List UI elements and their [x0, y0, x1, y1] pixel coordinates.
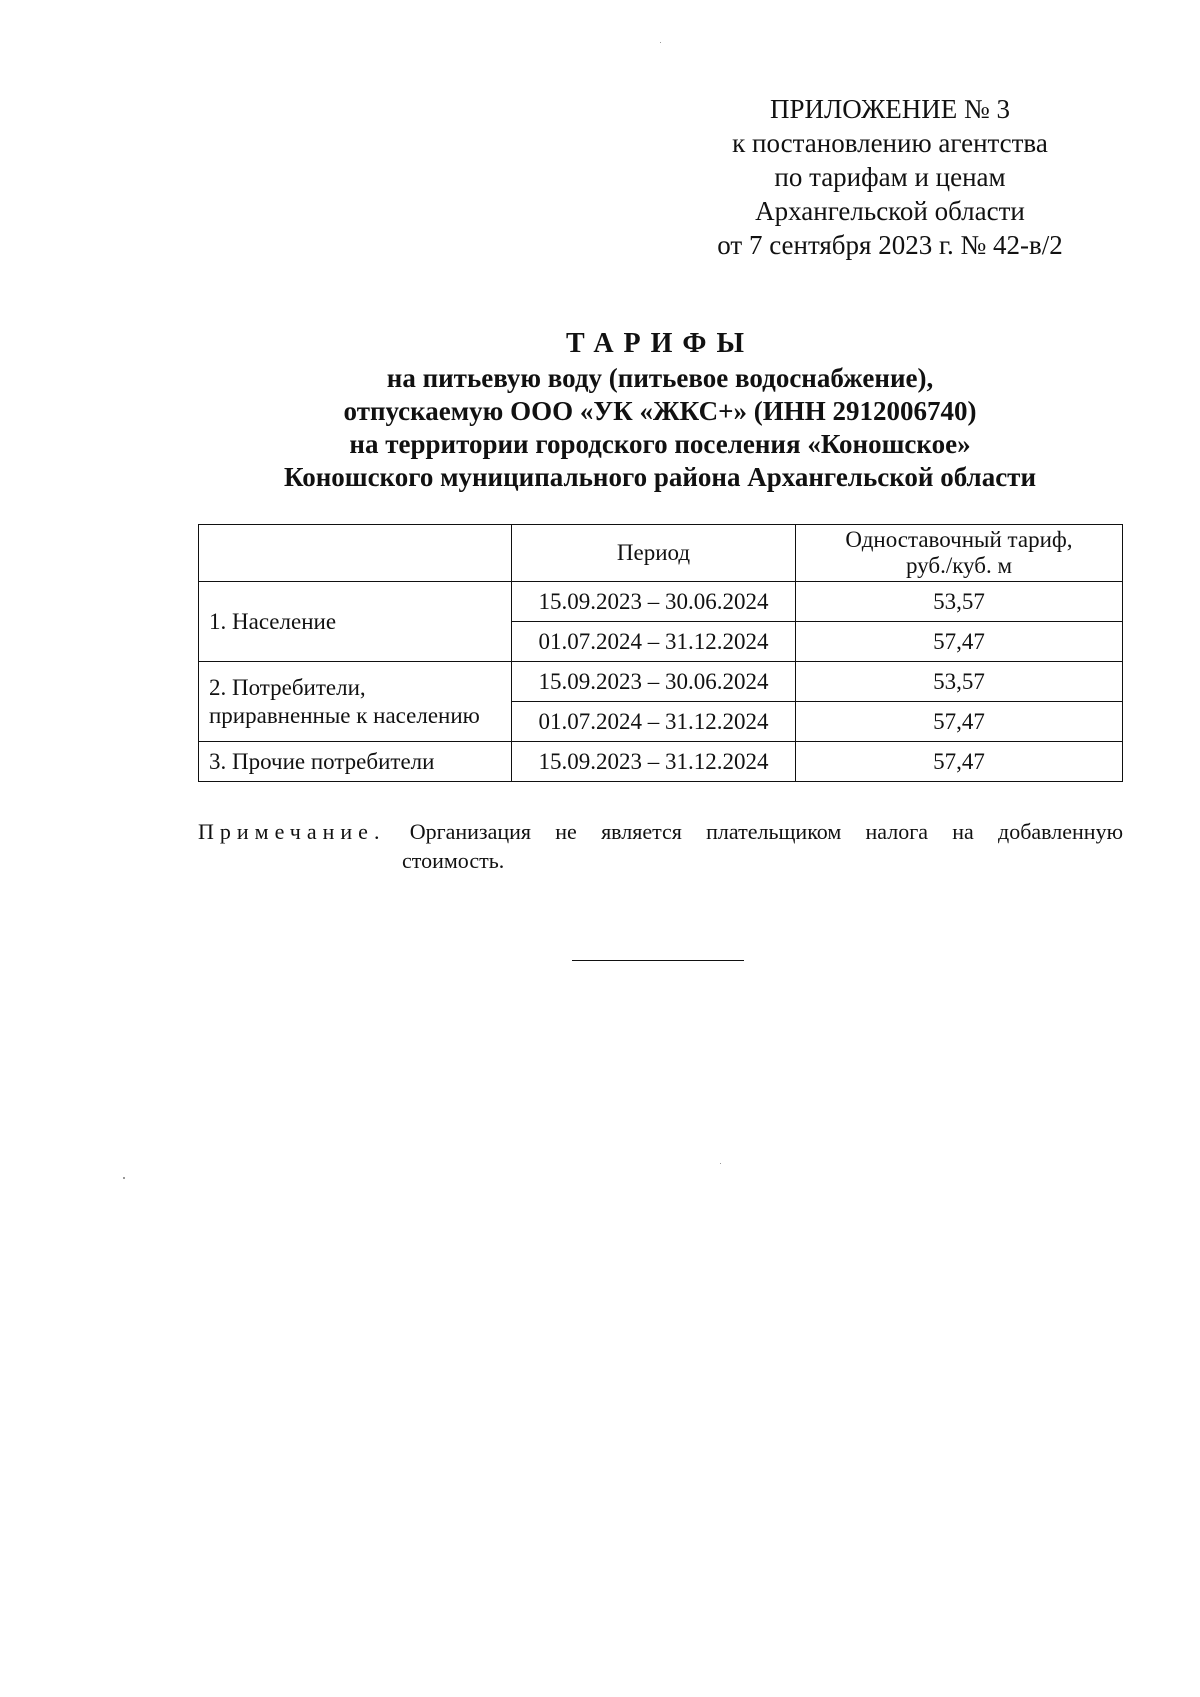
scan-speck — [123, 1177, 125, 1179]
header-tariff-cell — [796, 525, 1123, 582]
appendix-resolution-line: к постановлению агентства — [732, 128, 1048, 158]
header-period-cell: Период — [512, 525, 796, 582]
appendix-agency-line: по тарифам и ценам — [774, 162, 1006, 192]
note-label: Примечание. — [198, 819, 386, 844]
category-label: 2. Потребители, — [209, 674, 366, 700]
appendix-region-line: Архангельской области — [755, 196, 1025, 226]
header-tariff-line: Одноставочный тариф, — [845, 527, 1073, 552]
period-cell: 15.09.2023 – 30.06.2024 — [512, 662, 796, 702]
header-category-cell — [199, 525, 512, 582]
category-label: 1. Население — [209, 608, 337, 634]
appendix-header — [690, 92, 1090, 262]
title-line: на территории городского поселения «Коношское» — [349, 429, 971, 459]
table-header-row — [199, 525, 1123, 582]
header-tariff-unit: руб./куб. м — [905, 553, 1013, 578]
category-cell — [199, 582, 512, 662]
title-heading: ТАРИФЫ — [566, 328, 754, 359]
scan-speck — [660, 42, 661, 43]
period-cell: 01.07.2024 – 31.12.2024 — [512, 622, 796, 662]
scan-speck — [720, 1163, 721, 1164]
appendix-number: ПРИЛОЖЕНИЕ № 3 — [769, 94, 1011, 124]
appendix-date-line: от 7 сентября 2023 г. № 42-в/2 — [717, 230, 1063, 260]
tariff-value-cell: 57,47 — [796, 622, 1123, 662]
period-cell: 15.09.2023 – 30.06.2024 — [512, 582, 796, 622]
note-continuation: стоимость. — [402, 848, 505, 873]
category-cell — [199, 742, 512, 782]
title-line: на питьевую воду (питьевое водоснабжение), — [386, 363, 934, 393]
tariff-value-cell: 57,47 — [796, 702, 1123, 742]
tariff-value-cell: 53,57 — [796, 662, 1123, 702]
table-row — [199, 662, 1123, 702]
category-label: приравненные к населению — [209, 702, 480, 728]
category-cell — [199, 662, 512, 742]
end-divider — [572, 960, 744, 961]
tariff-value-cell: 57,47 — [796, 742, 1123, 782]
document-title — [200, 327, 1120, 494]
note-block — [198, 817, 1123, 875]
table-row — [199, 582, 1123, 622]
table-row — [199, 742, 1123, 782]
note-first-line — [198, 817, 1123, 846]
title-line: отпускаемую ООО «УК «ЖКС+» (ИНН 2912006740) — [343, 396, 977, 426]
tariff-value-cell: 53,57 — [796, 582, 1123, 622]
title-line: Коношского муниципального района Архангельской области — [283, 462, 1037, 492]
note-text: Организация не является плательщиком налога на добавленную — [409, 819, 1124, 844]
tariff-table — [198, 524, 1123, 782]
period-cell: 01.07.2024 – 31.12.2024 — [512, 702, 796, 742]
period-cell: 15.09.2023 – 31.12.2024 — [512, 742, 796, 782]
category-label: 3. Прочие потребители — [209, 748, 435, 774]
